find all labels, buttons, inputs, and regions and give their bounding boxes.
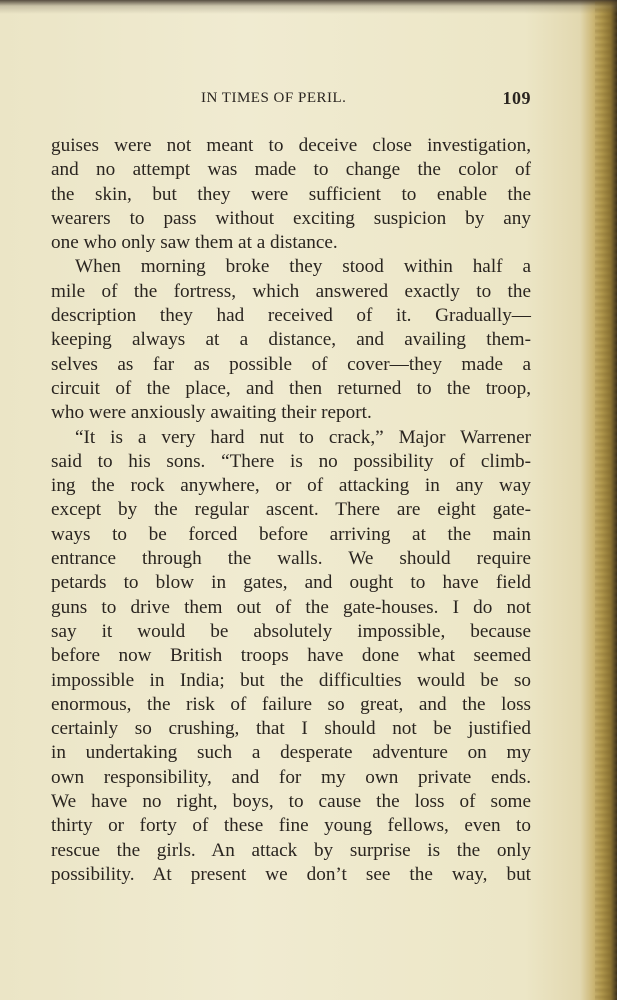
text-line: ing the rock anywhere, or of attacking in any way <box>51 475 531 497</box>
text-line: keeping always at a distance, and availing them- <box>51 329 531 351</box>
text-line: impossible in India; but the difficulties would be so <box>51 669 531 691</box>
text-line: except by the regular ascent. There are eight gate- <box>51 499 531 521</box>
text-line: who were anxiously awaiting their report. <box>51 402 372 424</box>
page-body-text <box>51 134 531 887</box>
text-line: description they had received of it. Gradually— <box>51 305 531 327</box>
text-line: “It is a very hard nut to crack,” Major Warrener <box>75 426 531 448</box>
text-line: enormous, the risk of failure so great, and the loss <box>51 693 531 715</box>
book-binding-edge <box>595 0 617 1000</box>
text-line: rescue the girls. An attack by surprise is the only <box>51 839 531 861</box>
text-line: and no attempt was made to change the color of <box>51 159 531 181</box>
text-line: When morning broke they stood within half a <box>75 256 531 278</box>
text-line: ways to be forced before arriving at the main <box>51 523 531 545</box>
text-line: wearers to pass without exciting suspicion by any <box>51 207 531 229</box>
text-line: selves as far as possible of cover—they made a <box>51 353 531 375</box>
page-header <box>51 90 531 112</box>
text-line: petards to blow in gates, and ought to have field <box>51 572 531 594</box>
text-line: own responsibility, and for my own private ends. <box>51 766 531 788</box>
text-line: the skin, but they were sufficient to enable the <box>51 183 531 205</box>
text-line: guns to drive them out of the gate-houses. I do not <box>51 596 531 618</box>
text-line: said to his sons. “There is no possibility of climb- <box>51 450 531 472</box>
text-line: before now British troops have done what seemed <box>51 645 531 667</box>
text-line: mile of the fortress, which answered exactly to the <box>51 280 531 302</box>
text-line: circuit of the place, and then returned to the troop, <box>51 377 531 399</box>
text-line: certainly so crushing, that I should not be justified <box>51 718 531 740</box>
text-line: possibility. At present we don’t see the way, but <box>51 863 531 885</box>
page-number: 109 <box>502 88 531 108</box>
text-line: say it would be absolutely impossible, because <box>51 620 531 642</box>
text-line: thirty or forty of these fine young fellows, even to <box>51 815 531 837</box>
text-line: in undertaking such a desperate adventure on my <box>51 742 531 764</box>
text-line: entrance through the walls. We should require <box>51 548 531 570</box>
running-title: IN TIMES OF PERIL. <box>201 90 347 106</box>
text-line: guises were not meant to deceive close investigation, <box>51 135 531 156</box>
text-line: one who only saw them at a distance. <box>51 232 338 254</box>
text-line: We have no right, boys, to cause the loss of some <box>51 791 531 813</box>
